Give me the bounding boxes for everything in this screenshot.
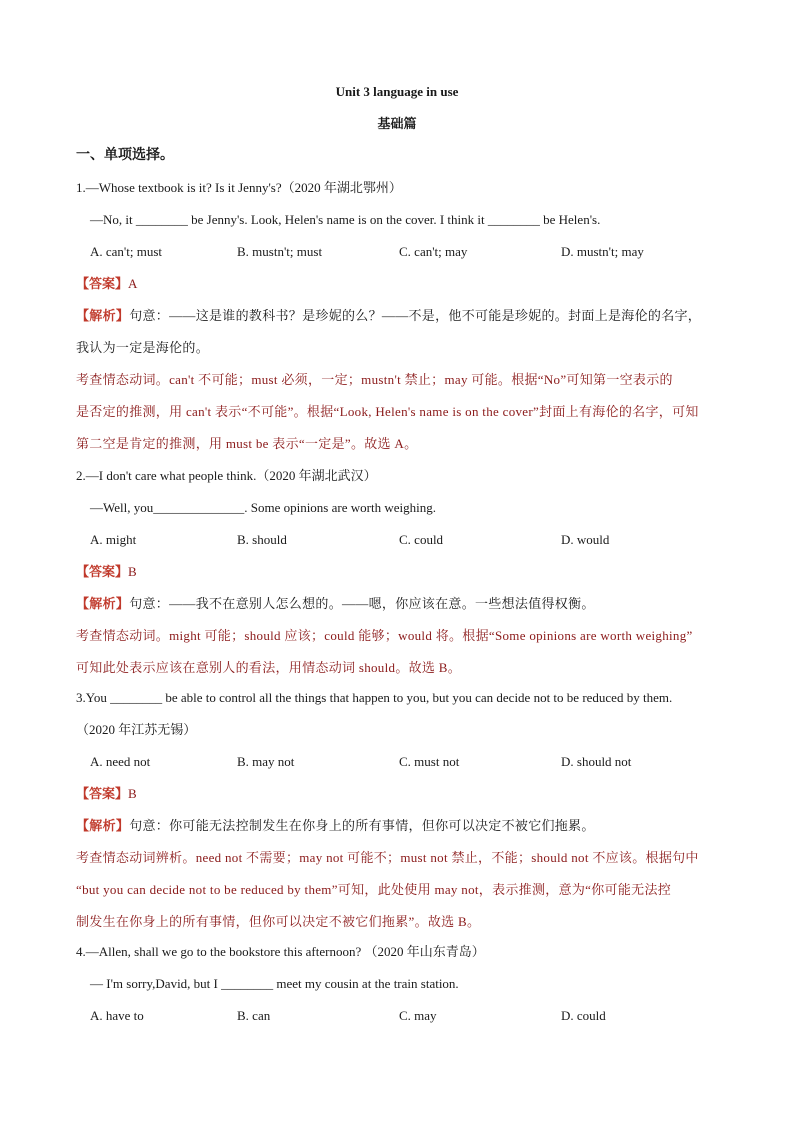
q1-answer-label: 【答案】 [76, 276, 129, 291]
q4-stem: 4.—Allen, shall we go to the bookstore this afternoon? （2020 年山东青岛） [76, 944, 485, 959]
q2-stem-response: —Well, you______________. Some opinions are worth weighing. [90, 500, 436, 515]
q3-stem: 3.You ________ be able to control all the things that happen to you, but you can decide not to be reduced by them. [76, 690, 673, 705]
q1-answer-value: A [128, 276, 138, 291]
q2-option-a: A. might [90, 532, 137, 547]
page-subtitle: 基础篇 [377, 116, 417, 131]
q2-option-b: B. should [237, 532, 287, 547]
q1-option-c: C. can't; may [399, 244, 468, 259]
q1-analysis-cont: 我认为一定是海伦的。 [76, 340, 210, 355]
q1-stem: 1.—Whose textbook is it? Is it Jenny's?（2020 年湖北鄂州） [76, 180, 402, 195]
q3-analysis-label: 【解析】 [76, 818, 130, 833]
q1-analysis-label: 【解析】 [76, 308, 130, 323]
q3-option-d: D. should not [561, 754, 632, 769]
q4-option-a: A. have to [90, 1008, 144, 1023]
q3-explanation-3: 制发生在你身上的所有事情，但你可以决定不被它们拖累”。故选 B。 [76, 914, 481, 929]
q1-explanation-1: 考查情态动词。can't 不可能；must 必须，一定；mustn't 禁止；may 可能。根据“No”可知第一空表示的 [76, 372, 673, 387]
q1-analysis-text: 句意：——这是谁的教科书？是珍妮的么？——不是，他不可能是珍妮的。封面上是海伦的名字， [129, 308, 702, 323]
q3-explanation-2: “but you can decide not to be reduced by them”可知，此处使用 may not，表示推测，意为“你可能无法控 [76, 882, 672, 897]
q2-answer-value: B [128, 564, 137, 579]
q3-analysis-text: 句意：你可能无法控制发生在你身上的所有事情，但你可以决定不被它们拖累。 [129, 818, 595, 833]
q3-answer [76, 786, 726, 802]
q3-answer-label: 【答案】 [76, 786, 129, 801]
q1-stem-response: —No, it ________ be Jenny's. Look, Helen's name is on the cover. I think it ________ be Helen's. [90, 212, 601, 227]
q4-option-b: B. can [237, 1008, 271, 1023]
q1-analysis [76, 308, 726, 324]
q2-explanation-2: 可知此处表示应该在意别人的看法，用情态动词 should。故选 B。 [76, 660, 462, 675]
page-title: Unit 3 language in use [335, 84, 459, 99]
q3-analysis [76, 818, 726, 834]
q3-option-b: B. may not [237, 754, 295, 769]
q2-answer-label: 【答案】 [76, 564, 129, 579]
section-heading: 一、单项选择。 [76, 148, 174, 163]
q1-explanation-3: 第二空是肯定的推测，用 must be 表示“一定是”。故选 A。 [76, 436, 418, 451]
q1-answer [76, 276, 726, 292]
q2-option-c: C. could [399, 532, 444, 547]
q2-stem: 2.—I don't care what people think.（2020 年湖北武汉） [76, 468, 377, 483]
q2-answer [76, 564, 726, 580]
q1-option-b: B. mustn't; must [237, 244, 323, 259]
q2-explanation-1: 考查情态动词。might 可能；should 应该；could 能够；would 将。根据“Some opinions are worth weighing” [76, 628, 693, 643]
q1-option-d: D. mustn't; may [561, 244, 644, 259]
q1-explanation-2: 是否定的推测，用 can't 表示“不可能”。根据“Look, Helen's name is on the cover”封面上有海伦的名字，可知 [76, 404, 699, 419]
q3-option-c: C. must not [399, 754, 460, 769]
q3-stem-source: （2020 年江苏无锡） [76, 722, 197, 737]
q2-analysis-text: 句意：——我不在意别人怎么想的。——嗯，你应该在意。一些想法值得权衡。 [129, 596, 595, 611]
q2-analysis-label: 【解析】 [76, 596, 130, 611]
q4-stem-response: — I'm sorry,David, but I ________ meet my cousin at the train station. [90, 976, 459, 991]
q4-option-c: C. may [399, 1008, 437, 1023]
q1-option-a: A. can't; must [90, 244, 163, 259]
q3-explanation-1: 考查情态动词辨析。need not 不需要；may not 可能不；must not 禁止，不能；should not 不应该。根据句中 [76, 850, 699, 865]
q2-option-d: D. would [561, 532, 610, 547]
q4-option-d: D. could [561, 1008, 606, 1023]
q2-analysis [76, 596, 726, 612]
q3-answer-value: B [128, 786, 137, 801]
q3-option-a: A. need not [90, 754, 151, 769]
